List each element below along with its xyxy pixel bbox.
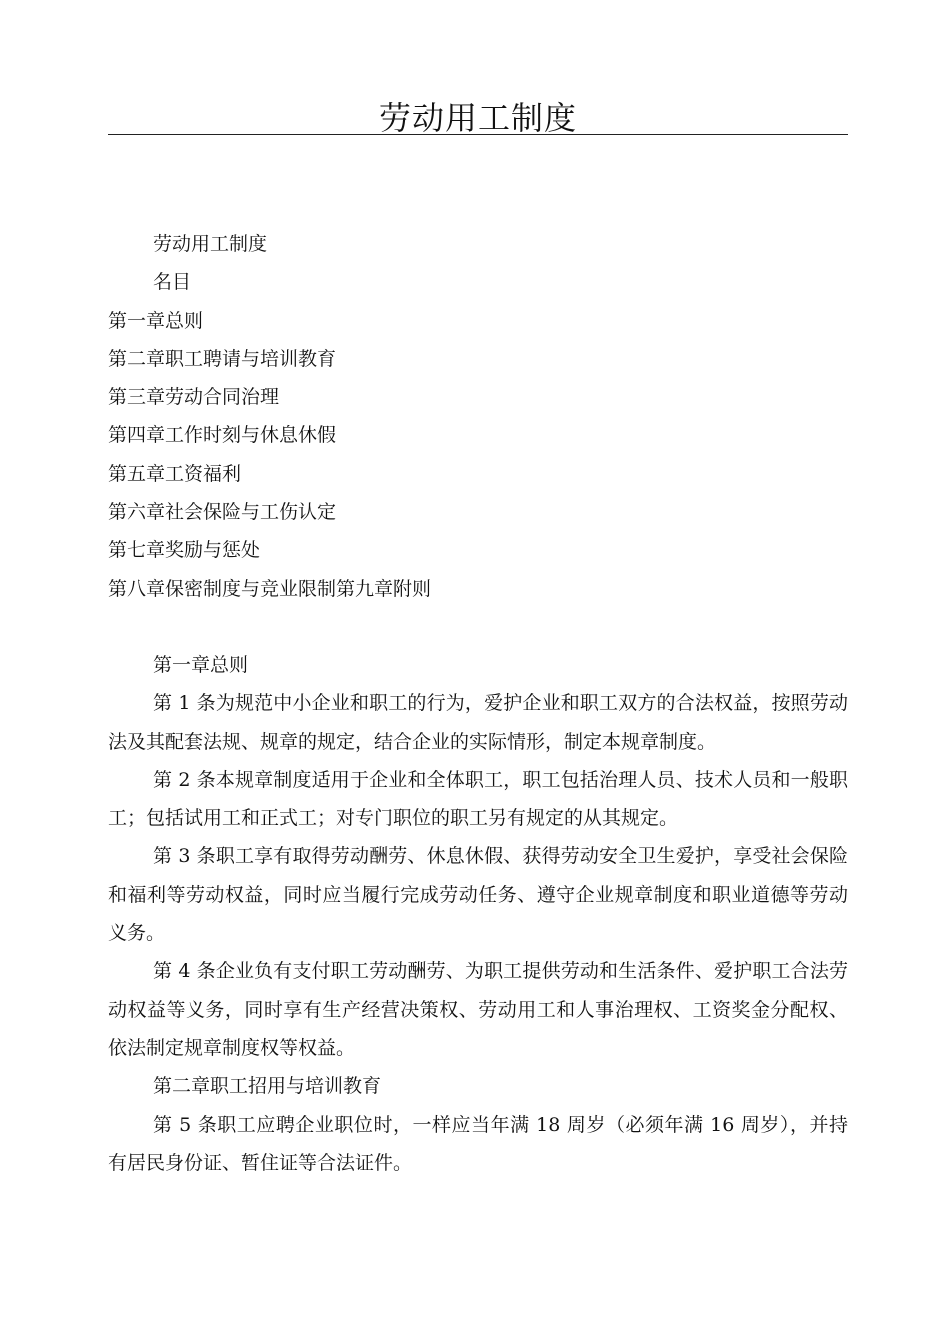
title-underline <box>108 134 848 135</box>
page-title: 劳动用工制度 <box>378 99 577 137</box>
toc-item: 第六章社会保险与工伤认定 <box>108 501 337 524</box>
toc-item: 第一章总则 <box>108 309 204 332</box>
toc-item: 第五章工资福利 <box>108 462 242 485</box>
toc-heading: 名目 <box>153 271 192 294</box>
article-paragraph: 第 1 条为规范中小企业和职工的行为，爱护企业和职工双方的合法权益，按照劳动法及其配套法规、规章的规定，结合企业的实际情形，制定本规章制度。 <box>108 692 848 753</box>
document-subtitle: 劳动用工制度 <box>153 233 268 255</box>
toc-item: 第七章奖励与惩处 <box>108 539 261 562</box>
document-body <box>108 225 848 1182</box>
toc-item: 第八章保密制度与竞业限制第九章附则 <box>108 577 432 600</box>
article-paragraph: 第 3 条职工享有取得劳动酬劳、休息休假、获得劳动安全卫生爱护，享受社会保险和福利等劳动权益，同时应当履行完成劳动任务、遵守企业规章制度和职业道德等劳动义务。 <box>108 845 848 945</box>
toc-item: 第四章工作时刻与休息休假 <box>108 424 337 447</box>
toc-item: 第三章劳动合同治理 <box>108 386 280 409</box>
toc-item: 第二章职工聘请与培训教育 <box>108 347 337 370</box>
chapter-heading: 第二章职工招用与培训教育 <box>153 1075 382 1098</box>
chapter-heading: 第一章总则 <box>153 653 249 676</box>
spacer <box>108 608 848 646</box>
article-paragraph: 第 4 条企业负有支付职工劳动酬劳、为职工提供劳动和生活条件、爱护职工合法劳动权益等义务，同时享有生产经营决策权、劳动用工和人事治理权、工资奖金分配权、依法制定规章制度权等权益。 <box>108 960 848 1059</box>
article-paragraph: 第 2 条本规章制度适用于企业和全体职工，职工包括治理人员、技术人员和一般职工；包括试用工和正式工；对专门职位的职工另有规定的从其规定。 <box>108 768 848 830</box>
article-paragraph: 第 5 条职工应聘企业职位时，一样应当年满 18 周岁（必须年满 16 周岁），并持有居民身份证、暂住证等合法证件。 <box>108 1113 848 1174</box>
